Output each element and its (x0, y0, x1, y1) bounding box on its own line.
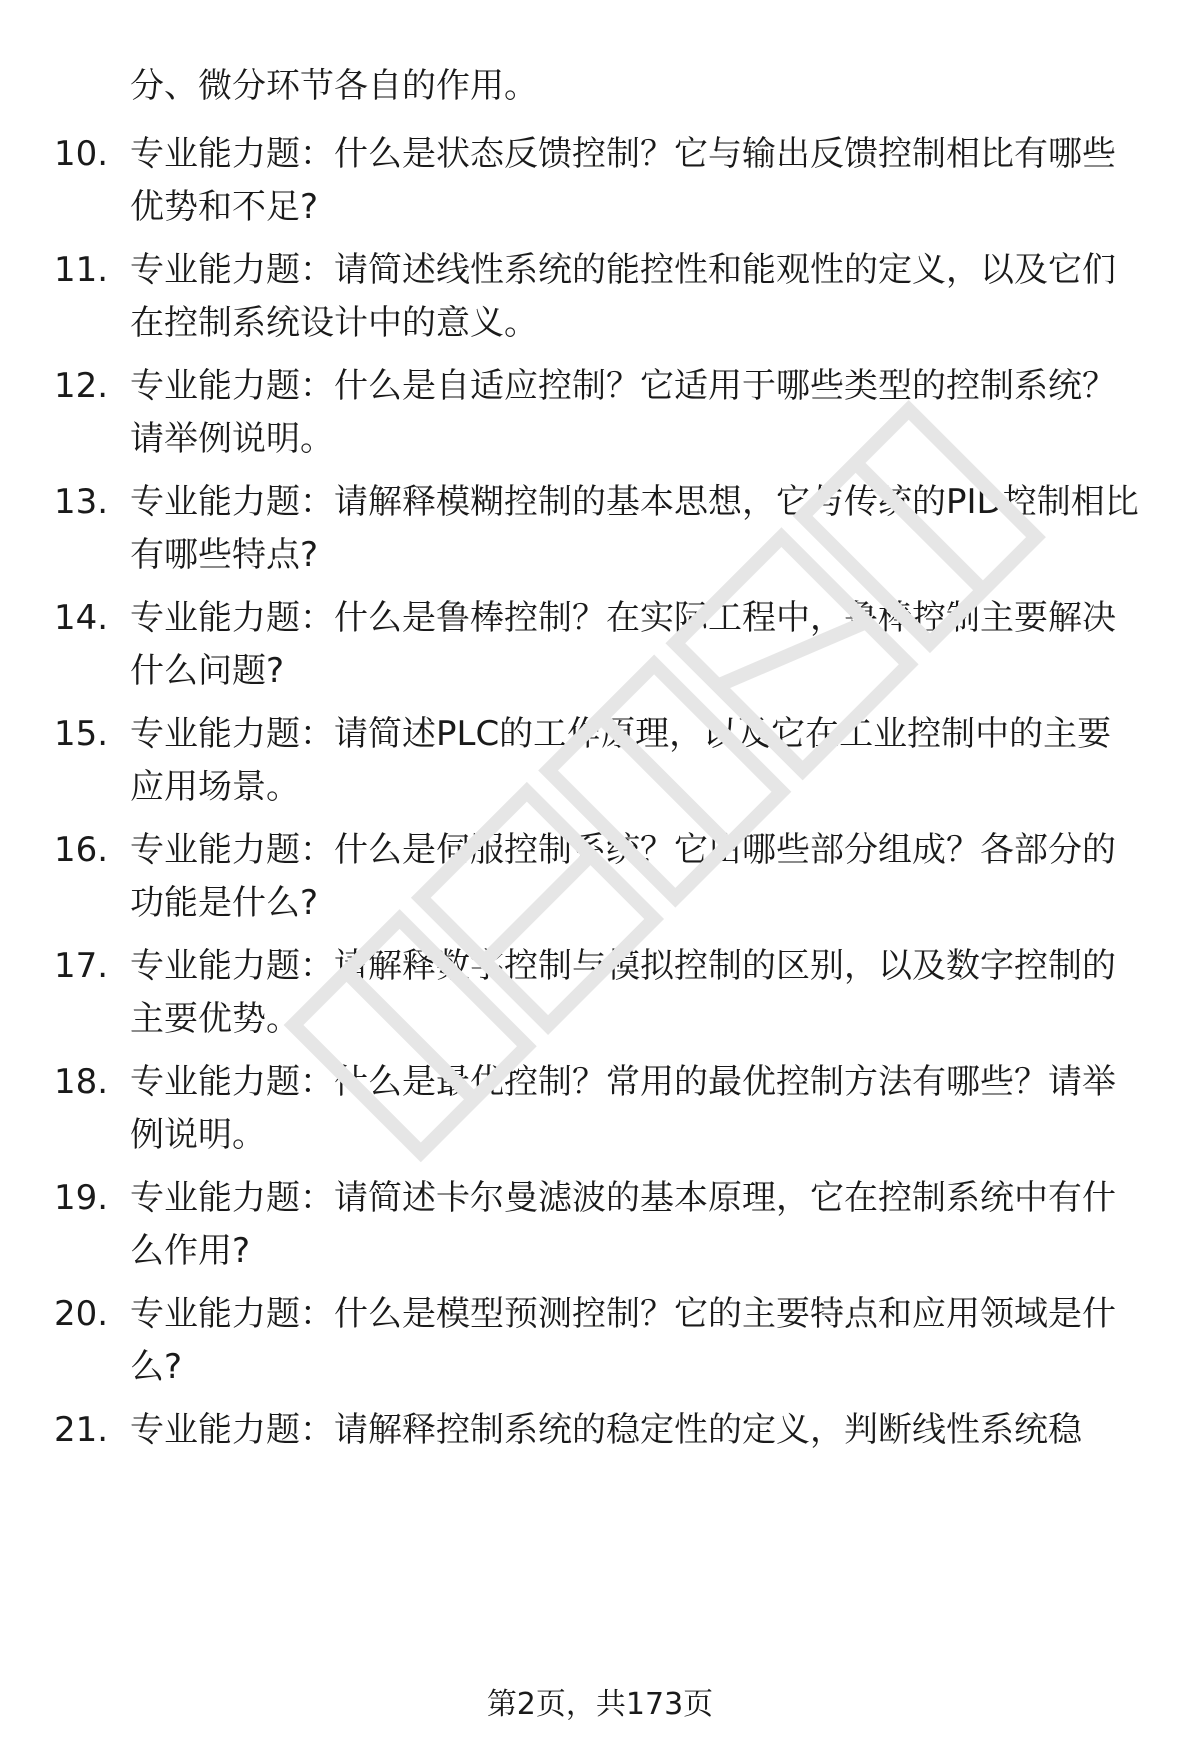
question-number: 18. (54, 1062, 109, 1102)
continuation-paragraph: 分、微分环节各自的作用。 (130, 66, 538, 106)
question-text: 专业能力题：什么是状态反馈控制？它与输出反馈控制相比有哪些优势和不足? (130, 134, 1116, 227)
question-number: 16. (54, 830, 109, 870)
question-text: 专业能力题：请简述PLC的工作原理，以及它在工业控制中的主要应用场景。 (130, 714, 1112, 807)
question-text: 专业能力题：请解释模糊控制的基本思想，它与传统的PID控制相比有哪些特点? (130, 482, 1139, 575)
question-text: 专业能力题：请解释数字控制与模拟控制的区别，以及数字控制的主要优势。 (130, 946, 1116, 1039)
question-text: 专业能力题：请解释控制系统的稳定性的定义，判断线性系统稳 (130, 1410, 1082, 1450)
question-number: 14. (54, 598, 109, 638)
question-number: 17. (54, 946, 109, 986)
question-number: 15. (54, 714, 109, 754)
page-footer: 第2页，共173页 (486, 1687, 714, 1722)
question-number: 10. (54, 134, 109, 174)
question-text: 专业能力题：请简述线性系统的能控性和能观性的定义，以及它们在控制系统设计中的意义。 (130, 250, 1116, 343)
question-text: 专业能力题：什么是鲁棒控制？在实际工程中，鲁棒控制主要解决什么问题? (130, 598, 1116, 691)
question-number: 12. (54, 366, 109, 406)
question-number: 19. (54, 1178, 109, 1218)
question-text: 专业能力题：请简述卡尔曼滤波的基本原理，它在控制系统中有什么作用? (130, 1178, 1116, 1271)
question-number: 20. (54, 1294, 109, 1334)
question-number: 11. (54, 250, 109, 290)
question-text: 专业能力题：什么是自适应控制？它适用于哪些类型的控制系统？请举例说明。 (130, 366, 1116, 459)
question-text: 专业能力题：什么是最优控制？常用的最优控制方法有哪些？请举例说明。 (130, 1062, 1116, 1155)
question-text: 专业能力题：什么是伺服控制系统？它由哪些部分组成？各部分的功能是什么? (130, 830, 1116, 923)
question-number: 13. (54, 482, 109, 522)
question-text: 专业能力题：什么是模型预测控制？它的主要特点和应用领域是什么? (130, 1294, 1116, 1387)
question-number: 21. (54, 1410, 109, 1450)
